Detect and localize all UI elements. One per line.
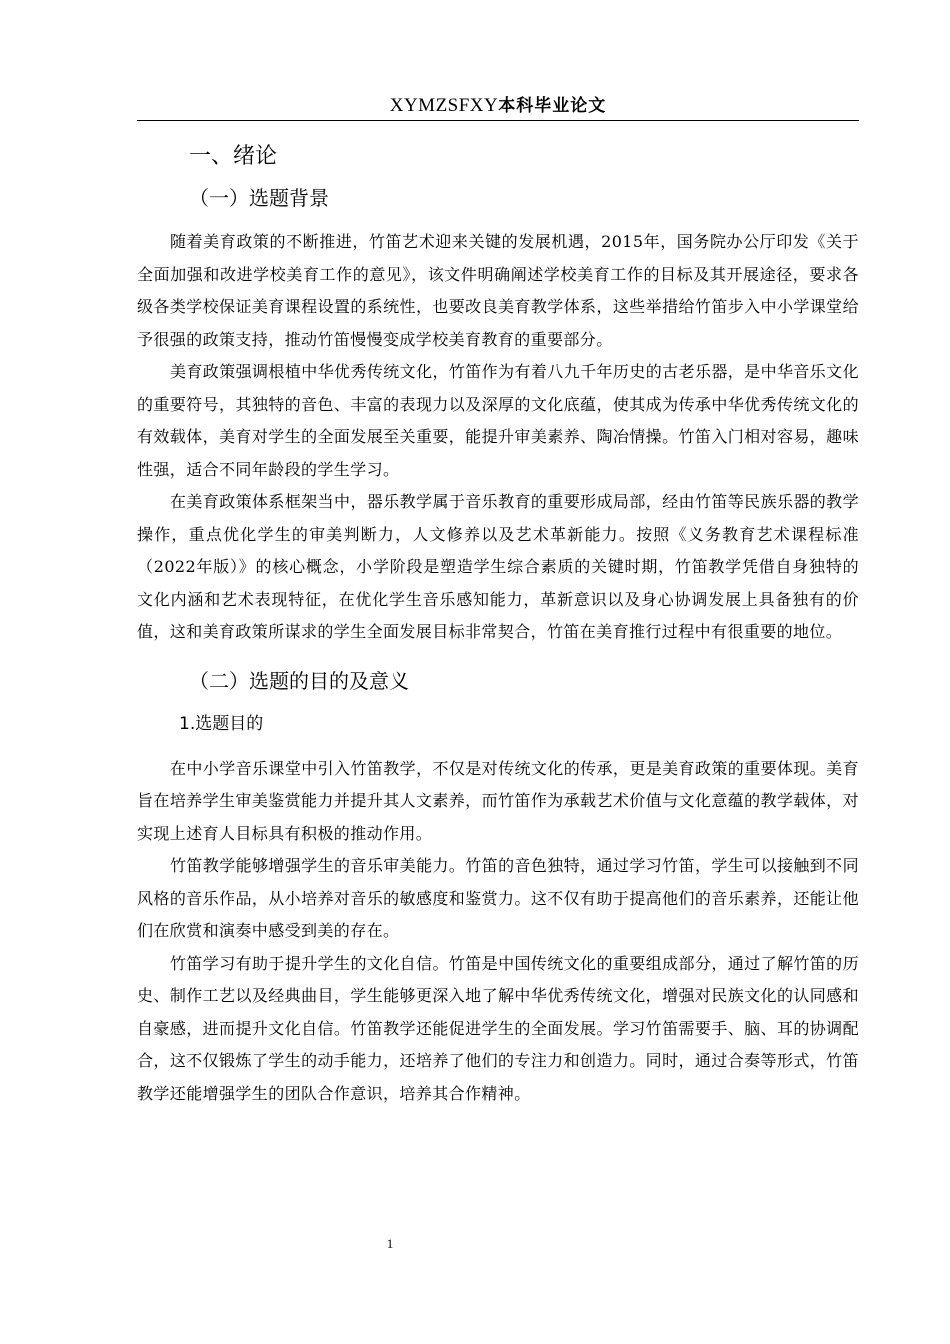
page-header: [137, 92, 859, 121]
document-body: [137, 138, 859, 1110]
section-heading-purpose: （二）选题的目的及意义: [189, 668, 409, 693]
section-heading-background: （一）选题背景: [189, 186, 329, 210]
paragraph: 美育政策强调根植中华优秀传统文化，竹笛作为有着八九千年历史的古老乐器，是中华音乐文化的重要符号，其独特的音色、丰富的表现力以及深厚的文化底蕴，使其成为传承中华优秀传统文化的有效载体，美育对学生的全面发展至关重要，能提升审美素养、陶冶情操。竹笛入门相对容易，趣味性强，适合不同年龄段的学生学习。: [137, 362, 859, 479]
subsection-heading-purpose: 1.选题目的: [179, 713, 264, 734]
paragraph: 在美育政策体系框架当中，器乐教学属于音乐教育的重要形成局部，经由竹笛等民族乐器的教学操作，重点优化学生的审美判断力，人文修养以及艺术革新能力。按照《义务教育艺术课程标准（2022年版）》的核心概念，小学阶段是塑造学生综合素质的关键时期，竹笛教学凭借自身独特的文化内涵和艺术表现特征，在优化学生音乐感知能力，革新意识以及身心协调发展上具备独有的价值，这和美育政策所谋求的学生全面发展目标非常契合，竹笛在美育推行过程中有很重要的地位。: [137, 492, 859, 641]
header-school-code: XYMZSFXY: [389, 95, 499, 116]
chapter-title: 一、绪论: [189, 144, 278, 169]
paragraph: 竹笛学习有助于提升学生的文化自信。竹笛是中国传统文化的重要组成部分，通过了解竹笛的历史、制作工艺以及经典曲目，学生能够更深入地了解中华优秀传统文化，增强对民族文化的认同感和自豪感，进而提升文化自信。竹笛教学还能促进学生的全面发展。学习竹笛需要手、脑、耳的协调配合，这不仅锻炼了学生的动手能力，还培养了他们的专注力和创造力。同时，通过合奏等形式，竹笛教学还能增强学生的团队合作意识，培养其合作精神。: [137, 953, 859, 1103]
paragraph: 随着美育政策的不断推进，竹笛艺术迎来关键的发展机遇，2015年，国务院办公厅印发《关于全面加强和改进学校美育工作的意见》，该文件明确阐述学校美育工作的目标及其开展途径，要求各级各类学校保证美育课程设置的系统性，也要改良美育教学体系，这些举措给竹笛步入中小学课堂给予很强的政策支持，推动竹笛慢慢变成学校美育教育的重要部分。: [137, 232, 859, 349]
header-title: 本科毕业论文: [498, 96, 607, 116]
page-number: 1: [386, 1236, 394, 1251]
paragraph: 竹笛教学能够增强学生的音乐审美能力。竹笛的音色独特，通过学习竹笛，学生可以接触到不同风格的音乐作品，从小培养对音乐的敏感度和鉴赏力。这不仅有助于提高他们的音乐素养，还能让他们在欣赏和演奏中感受到美的存在。: [137, 856, 859, 940]
paragraph: 在中小学音乐课堂中引入竹笛教学，不仅是对传统文化的传承，更是美育政策的重要体现。美育旨在培养学生审美鉴赏能力并提升其人文素养，而竹笛作为承载艺术价值与文化意蕴的教学载体，对实现上述育人目标具有积极的推动作用。: [137, 758, 859, 843]
